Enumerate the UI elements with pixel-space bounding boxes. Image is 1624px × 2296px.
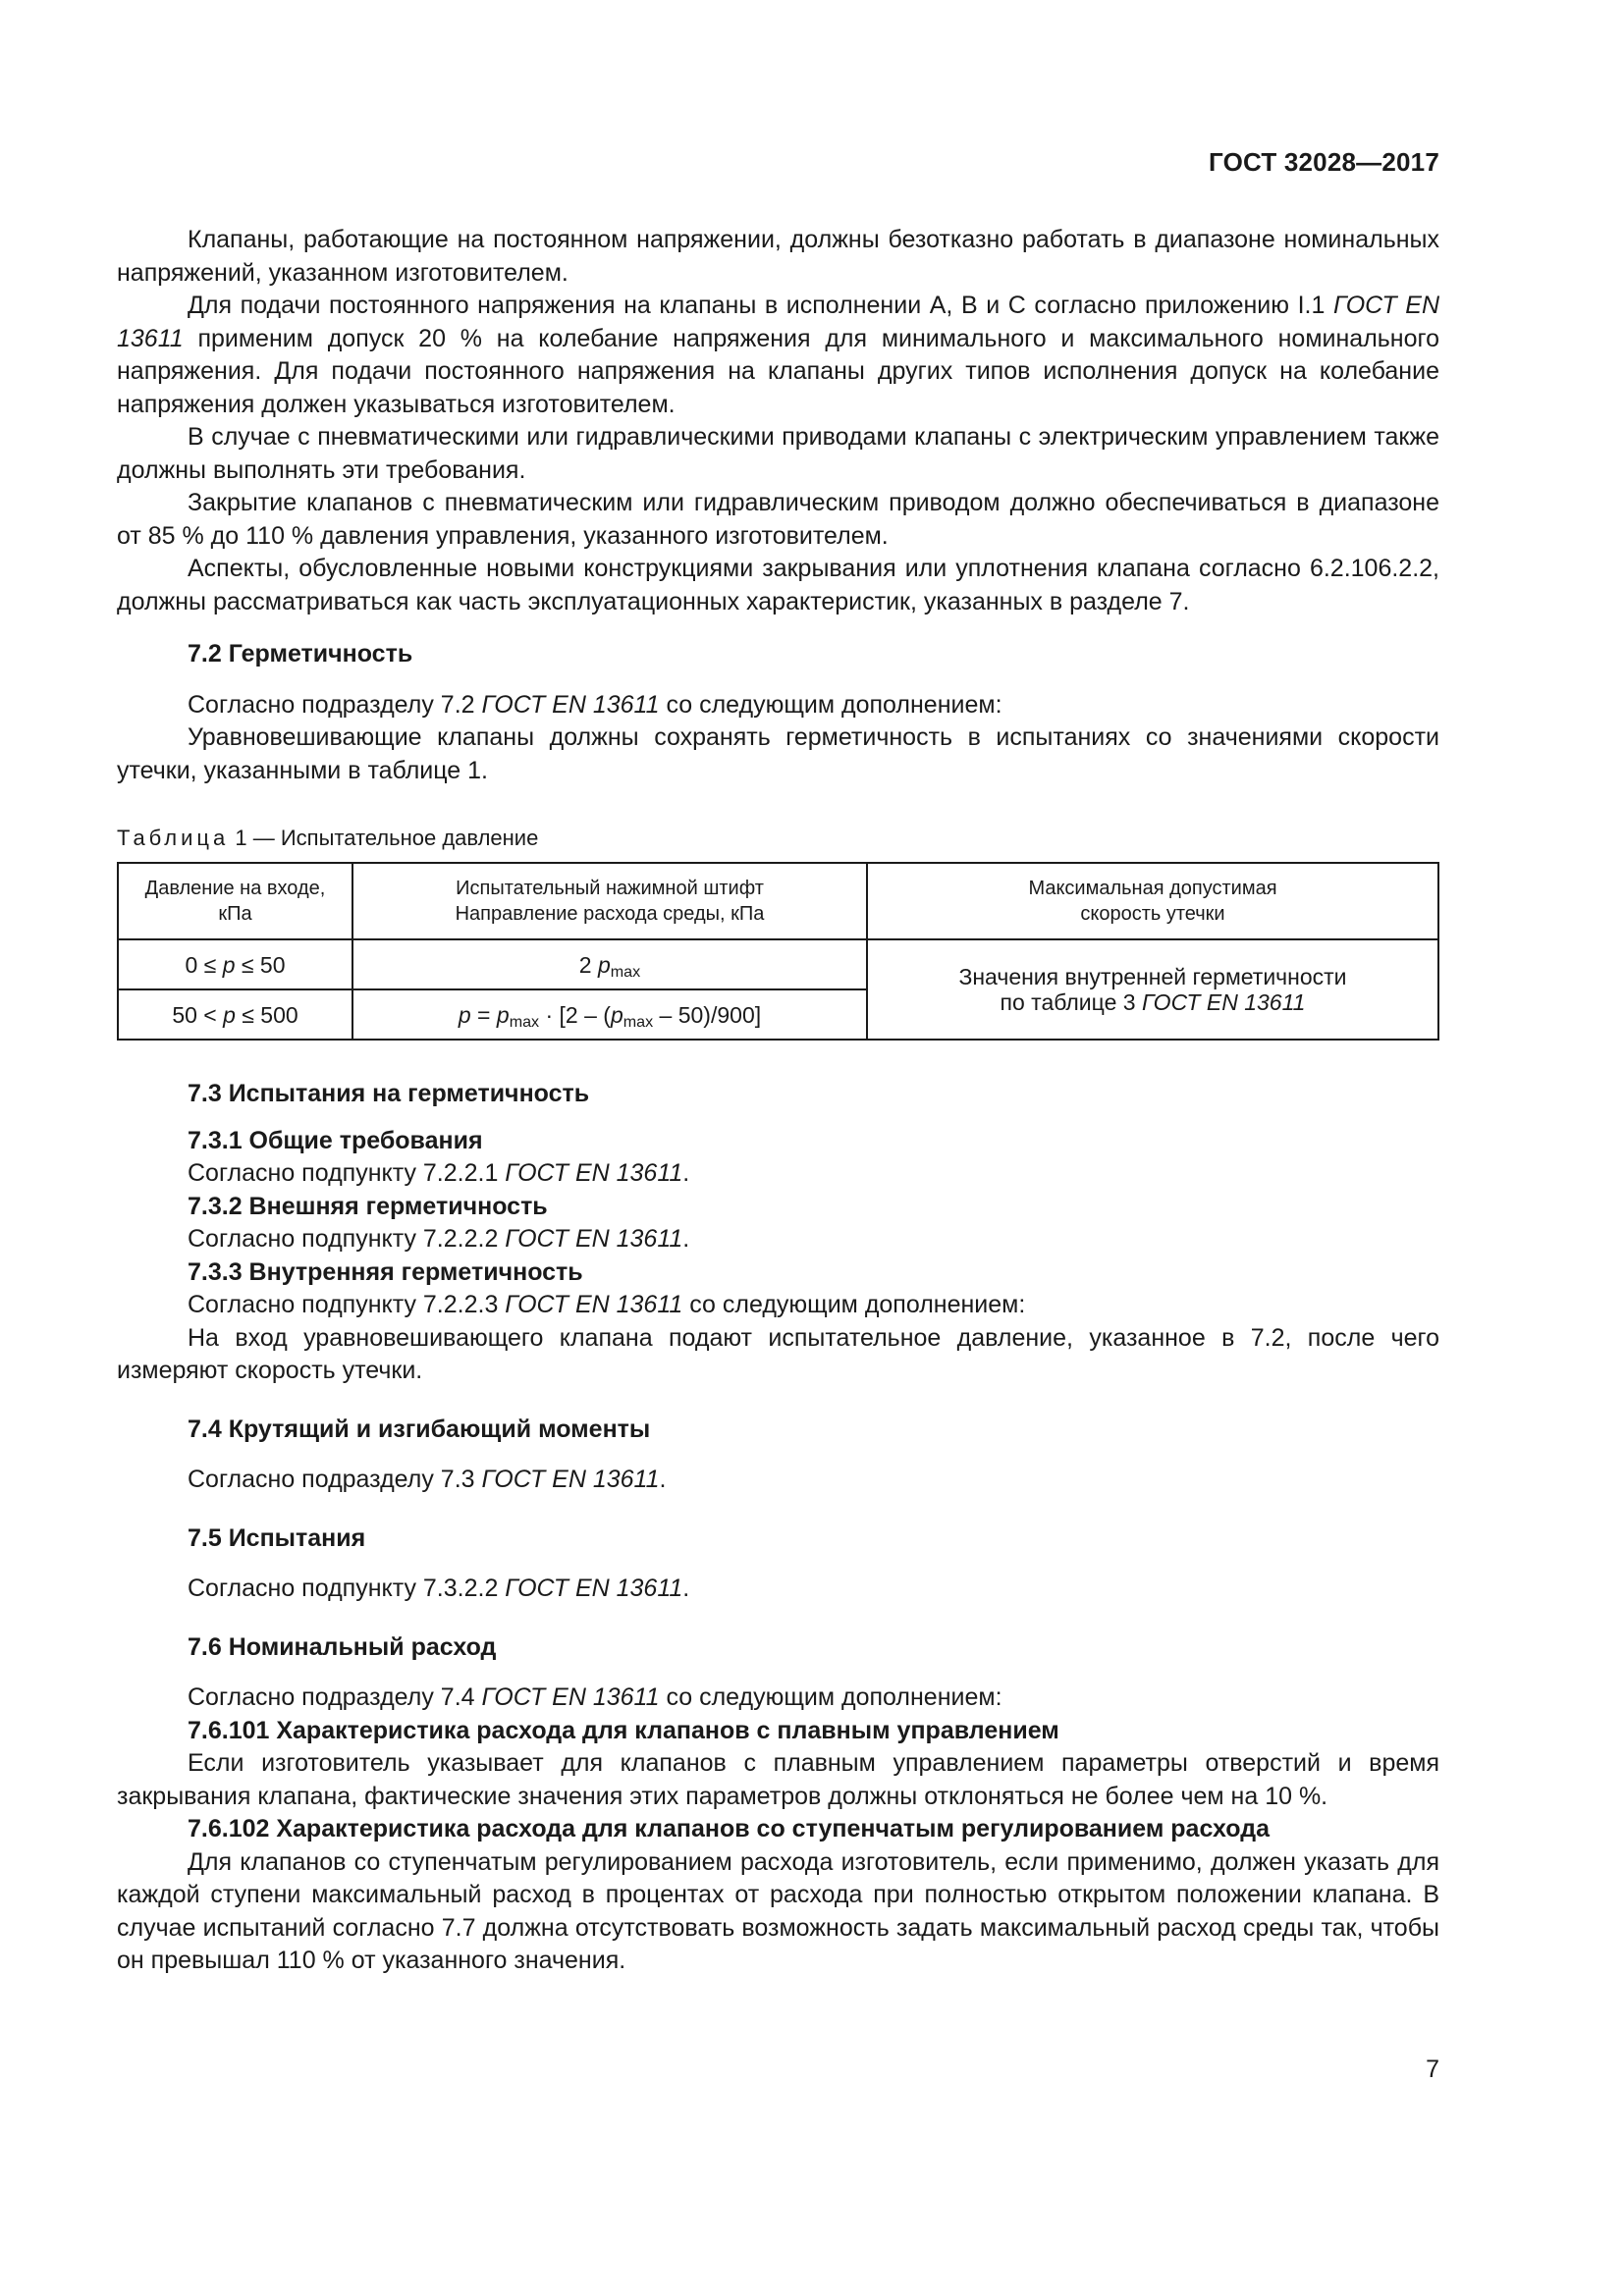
table-cell-pressure-range: 0 ≤ p ≤ 50 (118, 939, 352, 989)
paragraph-dc-voltage: Клапаны, работающие на постоянном напряжении, должны безотказно работать в диапазоне номинальных напряжений, указанном изготовителем. (117, 226, 1439, 287)
subsection-heading-7-6-101: 7.6.101 Характеристика расхода для клапанов с плавным управлением (188, 1716, 1059, 1744)
subsection-heading-7-3-2: 7.3.2 Внешняя герметичность (188, 1192, 548, 1220)
table-cell-leakage-rate: Значения внутренней герметичности по таблице 3 ГОСТ EN 13611 (867, 939, 1438, 1040)
page-number: 7 (1426, 2056, 1439, 2083)
table-header-inlet-pressure: Давление на входе, кПа (118, 863, 352, 939)
section-heading-7-5: 7.5 Испытания (188, 1523, 366, 1552)
paragraph-7-3-3: Согласно подпункту 7.2.2.3 ГОСТ EN 13611 со следующим дополнением: (188, 1291, 1026, 1318)
table-cell-pressure-range: 50 < p ≤ 500 (118, 989, 352, 1040)
standard-reference: ГОСТ EN 13611 (1141, 989, 1306, 1015)
standard-reference: ГОСТ EN 13611 (481, 1466, 660, 1493)
table-header-row (118, 863, 1438, 939)
table-row (118, 939, 1438, 989)
subsection-heading-7-3-1: 7.3.1 Общие требования (188, 1126, 483, 1154)
table-header-test-pin: Испытательный нажимной штифт Направление расхода среды, кПа (352, 863, 867, 939)
standard-reference: ГОСТ EN 13611 (481, 690, 660, 719)
subsection-heading-7-6-102: 7.6.102 Характеристика расхода для клапанов со ступенчатым регулированием расхода (188, 1815, 1271, 1842)
subsection-heading-7-3-3: 7.3.3 Внутренняя герметичность (188, 1257, 583, 1286)
document-body (117, 224, 1439, 1978)
paragraph-pneumatic-drives: В случае с пневматическими или гидравлическими приводами клапаны с электрическим управлением также должны выполнять эти требования. (117, 423, 1439, 484)
paragraph-7-3-1: Согласно подпункту 7.2.2.1 ГОСТ EN 13611. (188, 1159, 690, 1187)
paragraph-7-2-intro: Согласно подразделу 7.2 ГОСТ EN 13611 со следующим дополнением: (188, 690, 1002, 719)
table-header-max-leakage: Максимальная допустимая скорость утечки (867, 863, 1438, 939)
standard-reference: ГОСТ EN 13611 (505, 1291, 683, 1318)
document-header-id: ГОСТ 32028—2017 (1209, 147, 1439, 177)
section-heading-7-6: 7.6 Номинальный расход (188, 1632, 497, 1661)
table-1-test-pressure (117, 862, 1439, 1041)
standard-reference: ГОСТ EN 13611 (505, 1225, 683, 1253)
standard-reference: ГОСТ EN 13611 (505, 1159, 683, 1187)
paragraph-7-2-balancing: Уравновешивающие клапаны должны сохранять герметичность в испытаниях со значениями скорости утечки, указанными в таблице 1. (117, 723, 1439, 784)
paragraph-voltage-tolerance: Для подачи постоянного напряжения на клапаны в исполнении A, B и C согласно приложению I.1 ГОСТ EN 13611 применим допуск 20 % на колебание напряжения для минимального и максимального номинального напряжения. Для подачи постоянного напряжения на клапаны других типов исполнения допуск на колебание напряжения должен указываться изготовителем. (117, 292, 1439, 418)
paragraph-7-6: Согласно подразделу 7.4 ГОСТ EN 13611 со следующим дополнением: (188, 1683, 1002, 1711)
paragraph-7-3-3-test: На вход уравновешивающего клапана подают испытательное давление, указанное в 7.2, после чего измеряют скорость утечки. (117, 1323, 1439, 1384)
standard-reference: ГОСТ EN 13611 (481, 1683, 660, 1711)
section-heading-7-2: 7.2 Герметичность (188, 640, 413, 667)
table-cell-test-pressure-formula: $p = p_{max} \cdot [2 - (p_{max} - 50)/900]$ (352, 989, 867, 1040)
section-heading-7-4: 7.4 Крутящий и изгибающий моменты (188, 1415, 651, 1443)
table-cell-test-pressure: 2 $p_{max}$ (352, 939, 867, 989)
paragraph-7-6-102: Для клапанов со ступенчатым регулированием расхода изготовитель, если применимо, должен указать для каждой ступени максимальный расход в процентах от расхода при полностью открытом положении клапана. В случае испытаний согласно 7.7 должна отсутствовать возможность задать максимальный расход среды так, чтобы он превышал 110 % от указанного значения. (117, 1847, 1439, 1974)
paragraph-closing-pressure: Закрытие клапанов с пневматическим или гидравлическим приводом должно обеспечиваться в диапазоне от 85 % до 110 % давления управления, указанного изготовителем. (117, 489, 1439, 550)
paragraph-7-4: Согласно подразделу 7.3 ГОСТ EN 13611. (188, 1466, 667, 1493)
standard-reference: ГОСТ EN 13611 (117, 292, 1439, 352)
section-heading-7-3: 7.3 Испытания на герметичность (188, 1080, 590, 1107)
paragraph-7-3-2: Согласно подпункту 7.2.2.2 ГОСТ EN 13611. (188, 1225, 690, 1253)
table-1-caption: Таблица 1 — Испытательное давление (117, 826, 539, 850)
paragraph-7-5: Согласно подпункту 7.3.2.2 ГОСТ EN 13611. (188, 1575, 690, 1602)
paragraph-7-6-101: Если изготовитель указывает для клапанов с плавным управлением параметры отверстий и время закрывания клапана, фактические значения этих параметров должны отклоняться не более чем на 10 %. (117, 1749, 1439, 1810)
paragraph-aspects: Аспекты, обусловленные новыми конструкциями закрывания или уплотнения клапана согласно 6.2.106.2.2, должны рассматриваться как часть эксплуатационных характеристик, указанных в разделе 7. (117, 555, 1439, 615)
standard-reference: ГОСТ EN 13611 (505, 1575, 683, 1602)
